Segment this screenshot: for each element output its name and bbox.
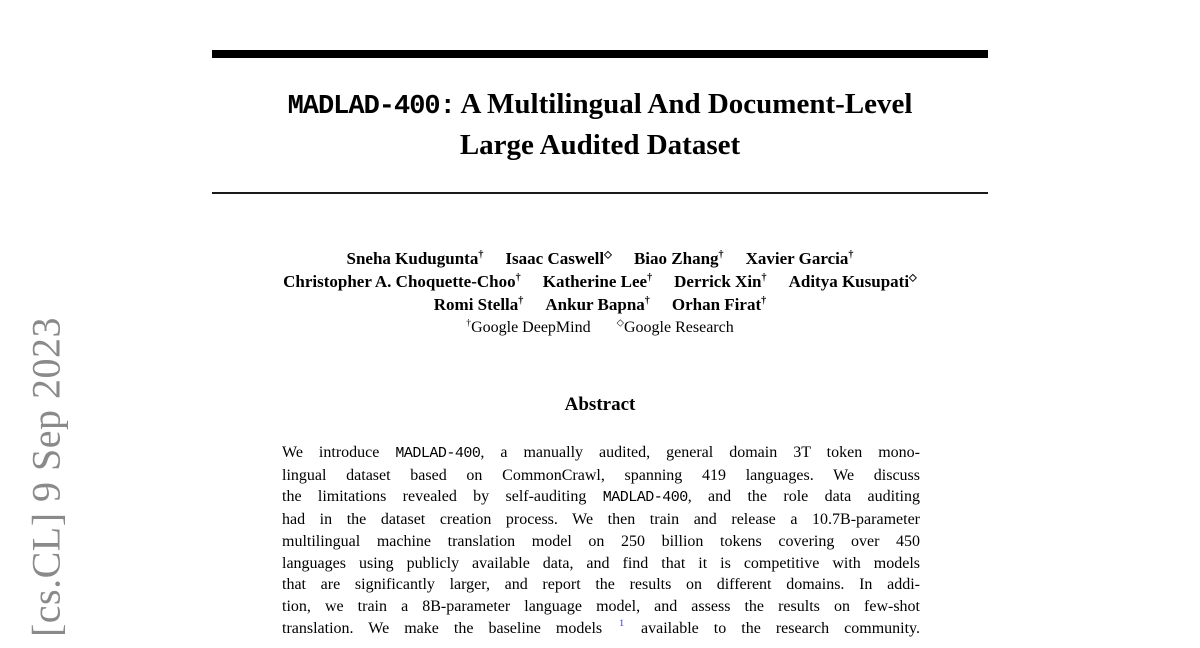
affiliations (100, 316, 1100, 339)
title-rule-top (212, 50, 988, 58)
abstract-text: We introduce (282, 444, 396, 461)
dataset-name: MADLAD-400 (395, 445, 481, 462)
author-name: Sneha Kudugunta (346, 249, 479, 268)
abstract-text: available to the research community. (625, 619, 920, 637)
abstract-line: languages using publicly available data, and find that it is competitive with models (282, 554, 920, 572)
abstract-body (282, 442, 920, 639)
author-line-1 (100, 247, 1100, 270)
abstract-line (282, 442, 920, 465)
affiliation-mark: † (644, 295, 650, 307)
affiliation (617, 316, 734, 339)
author-name: Biao Zhang (633, 249, 719, 268)
author (347, 247, 484, 270)
author-line-3 (100, 293, 1100, 316)
abstract-line (282, 618, 920, 640)
affiliation-mark: † (848, 249, 854, 261)
author (789, 270, 917, 293)
title-rule-bottom (212, 192, 988, 194)
author-name: Romi Stella (433, 295, 519, 314)
author-block (100, 247, 1100, 339)
affiliation-mark: † (478, 249, 484, 261)
author-name: Orhan Firat (671, 295, 762, 314)
dataset-name-title: MADLAD-400: (287, 92, 455, 122)
author (283, 270, 521, 293)
paper-title-line1 (212, 85, 988, 126)
author-name: Christopher A. Choquette-Choo (283, 272, 516, 291)
affiliation-mark: † (647, 272, 653, 284)
author (634, 247, 724, 270)
author (674, 270, 766, 293)
abstract-line (282, 486, 920, 509)
abstract-text: the limitations revealed by self-auditing (282, 488, 603, 506)
author-name: Isaac Caswell (505, 249, 605, 268)
author-name: Katherine Lee (542, 272, 648, 291)
affiliation-mark: † (761, 272, 767, 284)
affiliation-org: Google DeepMind (471, 319, 591, 336)
abstract-text: , and the role data auditing (687, 488, 920, 506)
author-line-2 (100, 270, 1100, 293)
affiliation-mark: † (761, 295, 767, 307)
author-name: Xavier Garcia (745, 249, 849, 268)
affiliation (466, 316, 590, 339)
author-name: Aditya Kusupati (788, 272, 910, 291)
affiliation-mark: † (518, 295, 524, 307)
abstract-line: had in the dataset creation process. We then train and release a 10.7B-parameter (282, 511, 920, 529)
affiliation-mark: ◇ (604, 249, 612, 261)
affiliation-mark: ◇ (909, 272, 917, 284)
author (545, 293, 649, 316)
paper-title-line1-text: A Multilingual And Document-Level (454, 88, 913, 120)
author (746, 247, 854, 270)
affiliation-org: Google Research (623, 319, 734, 336)
affiliation-mark: † (466, 317, 472, 329)
abstract-heading: Abstract (564, 394, 636, 415)
author (672, 293, 766, 316)
dataset-name: MADLAD-400 (602, 489, 688, 507)
abstract-line: multilingual machine translation model on 250 billion tokens covering over 450 (282, 532, 920, 550)
abstract-line: lingual dataset based on CommonCrawl, spanning 419 languages. We discuss (282, 466, 920, 484)
author-name: Ankur Bapna (545, 295, 645, 314)
abstract-line: tion, we train a 8B-parameter language model, and assess the results on few-shot (282, 597, 920, 615)
footnote-link[interactable]: 1 (619, 618, 624, 630)
abstract-line: that are significantly larger, and report the results on different domains. In addi- (282, 576, 920, 594)
affiliation-mark: † (515, 272, 521, 284)
author (505, 247, 612, 270)
abstract-text: translation. We make the baseline models (282, 619, 618, 637)
author (543, 270, 652, 293)
paper-title (212, 85, 988, 164)
abstract-text: , a manually audited, general domain 3T token mono- (480, 444, 921, 461)
author (434, 293, 524, 316)
arxiv-category-date-stamp: [cs.CL] 9 Sep 2023 (23, 316, 69, 638)
author-name: Derrick Xin (674, 272, 762, 291)
affiliation-mark: † (718, 249, 724, 261)
affiliation-mark: ◇ (616, 317, 624, 329)
paper-title-line2: Large Audited Dataset (459, 129, 741, 161)
